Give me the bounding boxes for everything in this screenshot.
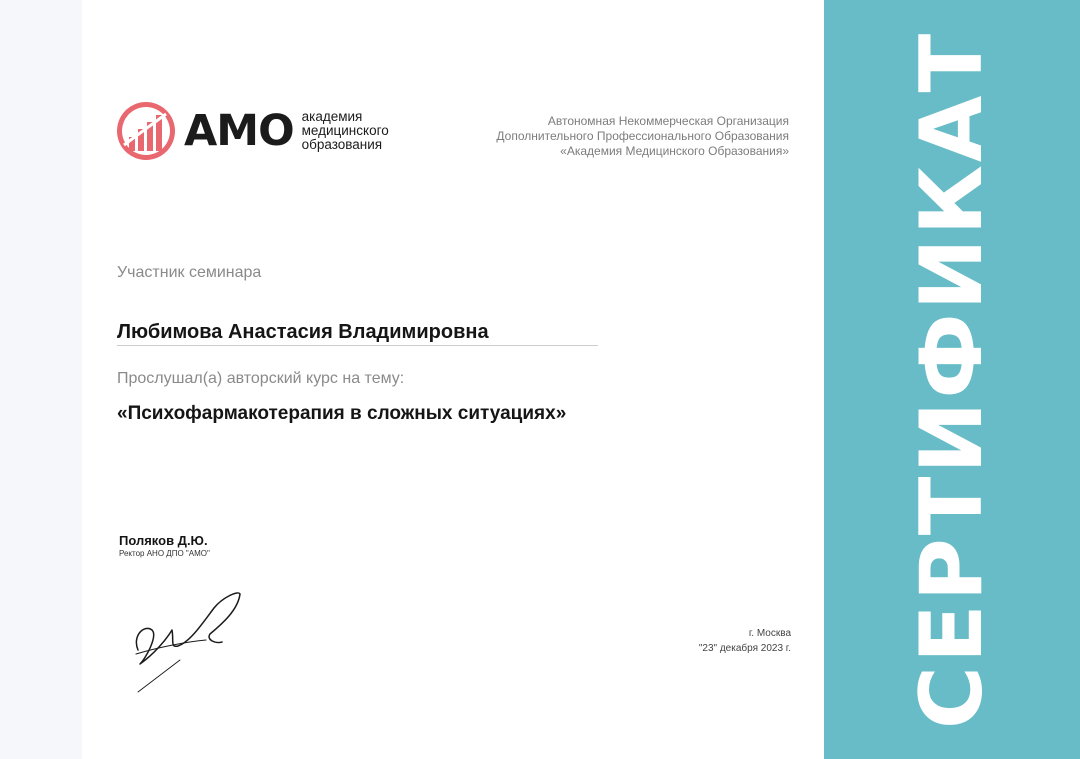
place-and-date (699, 626, 791, 656)
signer-title: Ректор АНО ДПО "АМО" (119, 549, 210, 558)
amo-logo-mark (116, 101, 176, 161)
organization-line: «Академия Медицинского Образования» (560, 144, 789, 158)
left-margin-strip (0, 0, 82, 759)
organization-line: Дополнительного Профессионального Образования (496, 129, 789, 143)
course-title: «Психофармакотерапия в сложных ситуациях» (117, 403, 567, 424)
certificate-title: СЕРТИФИКАТ (902, 30, 1002, 730)
certificate-band (824, 0, 1080, 759)
issue-date: "23" декабря 2023 г. (698, 643, 791, 654)
logo-name-line: академия (301, 109, 363, 124)
participant-name: Любимова Анастасия Владимировна (117, 321, 489, 343)
amo-logo (116, 101, 389, 161)
organization-line: Автономная Некоммерческая Организация (547, 114, 789, 128)
handwritten-signature (126, 584, 256, 696)
logo-abbreviation: АМО (184, 105, 294, 156)
logo-name-line: медицинского (301, 123, 389, 138)
logo-name (302, 110, 389, 152)
name-underline (117, 345, 598, 346)
course-label: Прослушал(а) авторский курс на тему: (117, 370, 405, 387)
organization-name (496, 114, 789, 159)
signer-name: Поляков Д.Ю. (119, 533, 208, 548)
logo-name-line: образования (301, 137, 383, 152)
city: г. Москва (748, 628, 791, 639)
participant-label: Участник семинара (117, 264, 262, 281)
